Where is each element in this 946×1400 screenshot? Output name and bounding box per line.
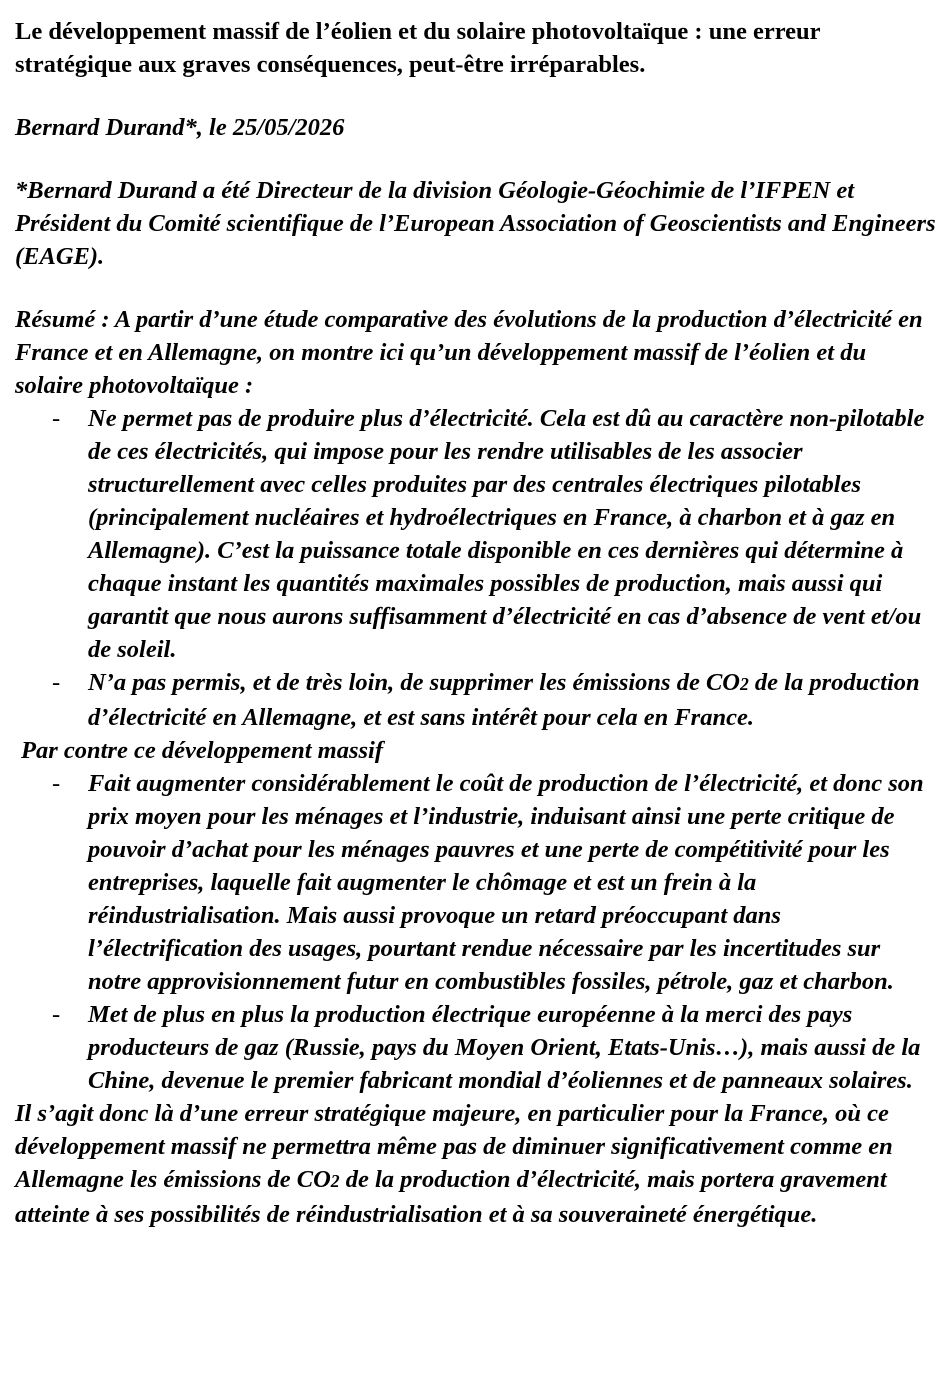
contrast-list bbox=[15, 767, 938, 1097]
bullet-dash: - bbox=[52, 770, 61, 797]
author-affiliation: *Bernard Durand a été Directeur de la division Géologie-Géochimie de l’IFPEN et Président du Comité scientifique de l’European Association of Geoscientists and Engineers (EAGE). bbox=[15, 177, 936, 270]
contrast-intro: Par contre ce développement massif bbox=[21, 737, 383, 764]
conclusion-text: Il s’agit donc là d’une erreur stratégique majeure, en particulier pour la France, où ce développement massif ne permettra même pas de diminuer significativement comme en Allemagne les émissions de CO bbox=[15, 1100, 893, 1193]
bullet-dash: - bbox=[52, 1001, 61, 1028]
summary-list bbox=[15, 402, 938, 734]
list-item bbox=[15, 767, 938, 998]
list-item-text: Fait augmenter considérablement le coût de production de l’électricité, et donc son prix moyen pour les ménages et l’industrie, induisant ainsi une perte critique de pouvoir d’achat pour les ménages pauvres et une perte de compétitivité pour les entreprises, laquelle fait augmenter le chômage et est un frein à la réindustrialisation. Mais aussi provoque un retard préoccupant dans l’électrification des usages, pourtant rendue nécessaire par les incertitudes sur notre approvisionnement futur en combustibles fossiles, pétrole, gaz et charbon. bbox=[88, 770, 924, 995]
document-title: Le développement massif de l’éolien et du solaire photovoltaïque : une erreur stratégique aux graves conséquences, peut-être irréparables. bbox=[15, 18, 821, 78]
bullet-dash: - bbox=[52, 669, 61, 696]
summary-conclusion bbox=[15, 1097, 938, 1231]
summary-section bbox=[15, 303, 938, 1231]
list-item-text: Met de plus en plus la production électrique européenne à la merci des pays producteurs de gaz (Russie, pays du Moyen Orient, Etats-Unis…), mais aussi de la Chine, devenue le premier fabricant mondial d’éoliennes et de panneaux solaires. bbox=[88, 1001, 921, 1094]
summary-intro: Résumé : A partir d’une étude comparative des évolutions de la production d’électricité en France et en Allemagne, on montre ici qu’un développement massif de l’éolien et du solaire photovoltaïque : bbox=[15, 306, 923, 399]
list-item-text: N’a pas permis, et de très loin, de supprimer les émissions de CO bbox=[88, 669, 740, 696]
author-byline: Bernard Durand*, le 25/05/2026 bbox=[15, 114, 345, 141]
co2-subscript: 2 bbox=[739, 674, 749, 694]
list-item-text: Ne permet pas de produire plus d’électricité. Cela est dû au caractère non-pilotable de ces électricités, qui impose pour les rendre utilisables de les associer structurellement avec celles produites par des centrales électriques pilotables (principalement nucléaires et hydroélectriques en France, à charbon et à gaz en Allemagne). C’est la puissance totale disponible en ces dernières qui détermine à chaque instant les quantités maximales possibles de production, mais aussi qui garantit que nous aurons suffisamment d’électricité en cas d’absence de vent et/ou de soleil. bbox=[88, 405, 925, 663]
list-item bbox=[15, 998, 938, 1097]
co2-subscript: 2 bbox=[330, 1171, 340, 1191]
conclusion-text-continued: de la production d’électricité, mais portera gravement atteinte à ses possibilités de réindustrialisation et à sa souveraineté énergétique. bbox=[15, 1166, 887, 1228]
list-item bbox=[15, 402, 938, 666]
list-item bbox=[15, 666, 938, 734]
bullet-dash: - bbox=[52, 405, 61, 432]
list-item-text-continued: de la production d’électricité en Allemagne, et est sans intérêt pour cela en France. bbox=[88, 669, 920, 731]
